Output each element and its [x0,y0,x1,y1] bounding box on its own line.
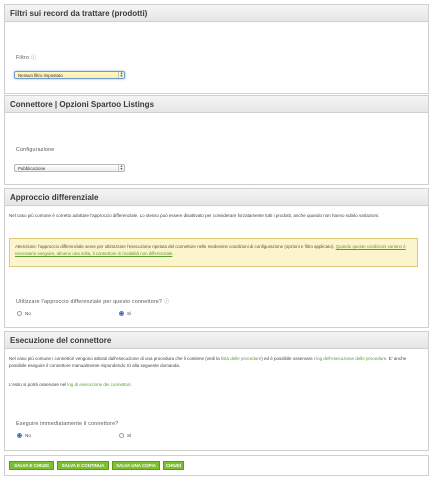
execution-paragraph-1: Nel caso più comune i connettori vengono attivati dall'esecuzione di una procedura che li contiene (vedi la lista delle procedure) ed è possibile osservare i log dell'esecuzione delle procedure. E' anche possibile eseguire il connettore manualmente rispondendo Sì alla seguente domanda. [9,356,407,368]
radio-no-checked[interactable] [17,433,22,438]
configuration-label: Configurazione [16,147,55,153]
updown-arrows-icon: ▲ ▼ [119,71,124,78]
execution-paragraph-2: L'esito si potrà osservare nel log di esecuzione dei connettori. [9,382,132,387]
save-copy-button[interactable]: SALVA UNA COPIA [112,461,160,470]
execution-panel-title: Esecuzione del connettore [5,332,428,349]
filter-label: Filtro ⓘ [16,55,37,61]
save-and-close-button[interactable]: SALVA E CHIUDI [9,461,54,470]
connectors-log-link[interactable]: log di esecuzione dei connettori [67,382,131,387]
execution-option-no[interactable]: No [17,433,31,438]
updown-arrows-icon: ▲ ▼ [119,164,124,171]
execution-panel [4,331,429,451]
configuration-select[interactable]: Pubblicazione ▲ ▼ [14,164,125,172]
radio-yes-unchecked[interactable] [119,433,124,438]
differential-warning: Attenzione: l'approccio differenziale serve per ottimizzare l'esecuzione ripetuta del connettore nelle medesime condizioni di configurazione (opzioni e filtro applicato). Quando queste condizioni variano è necessario eseguire, almeno una volta, il connettore in modalità non differenziale. [9,238,418,267]
info-icon[interactable]: ⓘ [30,55,37,61]
radio-no-unchecked[interactable] [17,311,22,316]
save-and-continue-button[interactable]: SALVA E CONTINUA [57,461,109,470]
connector-panel-title: Connettore | Opzioni Spartoo Listings [5,96,428,113]
procedures-log-link[interactable]: log dell'esecuzione delle procedure [316,356,387,361]
filter-select[interactable]: Nessun filtro impostato ▲ ▼ [14,71,125,79]
differential-option-no[interactable]: No [17,311,31,316]
execution-question: Eseguire immediatamente il connettore? [16,421,119,427]
filters-panel-title: Filtri sui record da trattare (prodotti) [5,5,428,22]
non-differential-link[interactable]: Quando queste condizioni variano è necessario eseguire, almeno una volta, il connettore in modalità non differenziale [15,244,406,256]
differential-panel-title: Approccio differenziale [5,189,428,206]
differential-intro: Nel caso più comune è corretto adottare l'approccio differenziale. Lo stesso può essere disattivato per considerare forzatamente tutti i prodotti, anche quando non hanno subito variazioni. [9,213,380,218]
close-button[interactable]: CHIUDI [163,461,184,470]
execution-option-yes[interactable]: Sì [119,433,131,438]
differential-option-yes[interactable]: Sì [119,311,131,316]
info-icon[interactable]: ⓘ [164,299,170,305]
differential-question: Utilizzare l'approccio differenziale per questo connettore? ⓘ [16,299,170,305]
procedures-list-link[interactable]: lista delle procedure [221,356,262,361]
filters-panel [4,4,429,94]
radio-yes-checked[interactable] [119,311,124,316]
